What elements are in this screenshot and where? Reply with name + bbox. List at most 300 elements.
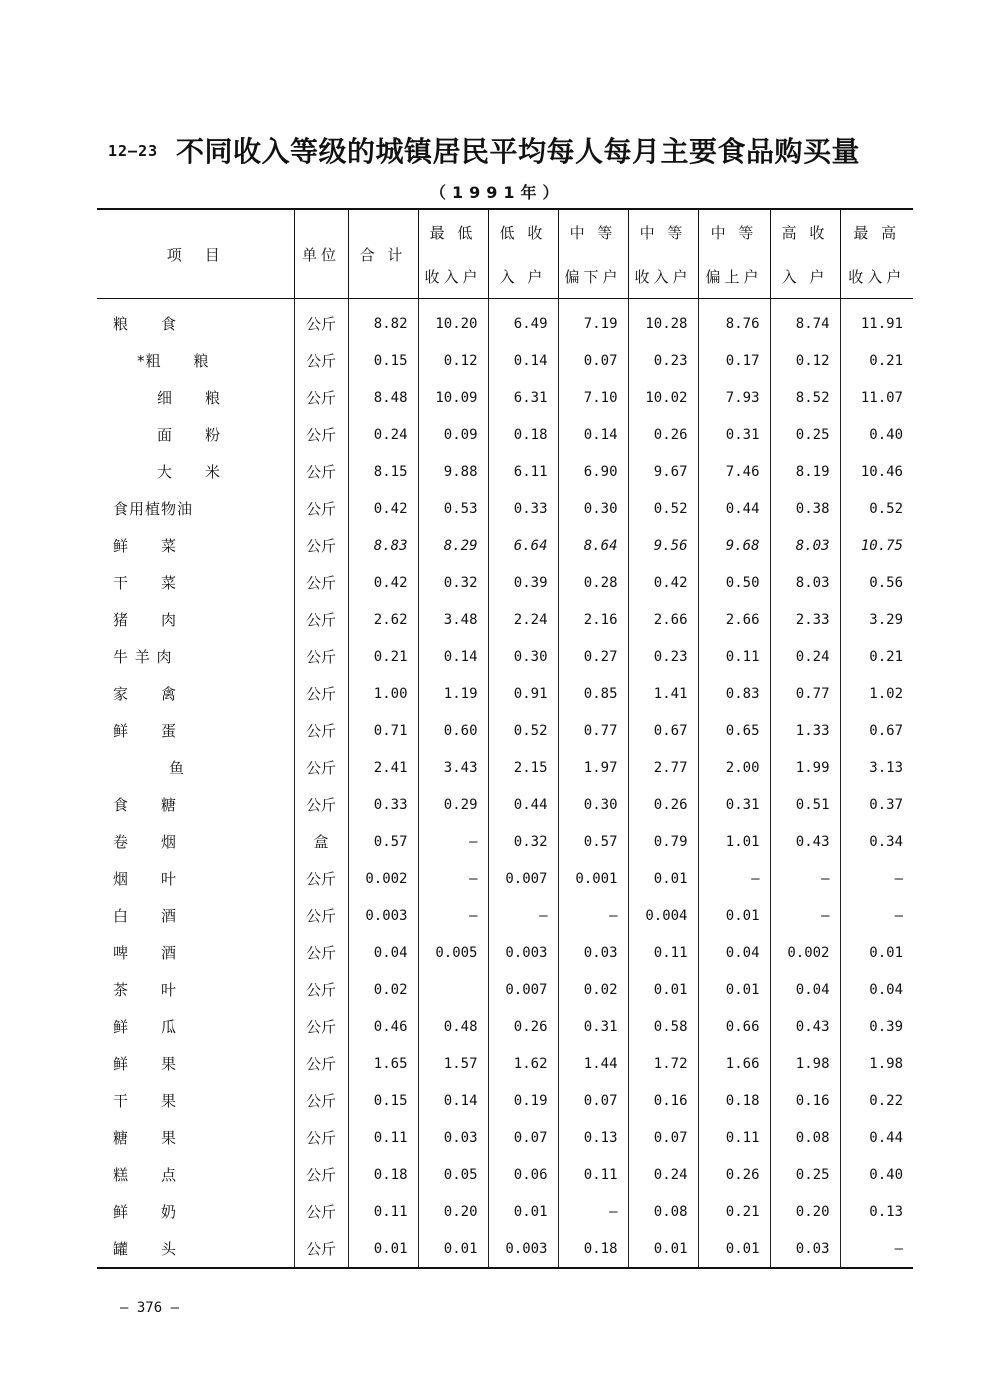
item-name: 白 酒 [113, 907, 178, 925]
value-cell: 0.15 [348, 1082, 418, 1119]
item-name: *粗 粮 [137, 352, 210, 370]
value-cell: 1.97 [558, 749, 628, 786]
value-cell: 0.57 [348, 823, 418, 860]
value-cell: 0.11 [348, 1193, 418, 1230]
item-name: 鲜 奶 [113, 1203, 178, 1221]
value-cell: 0.20 [418, 1193, 488, 1230]
header-row [97, 209, 913, 299]
item-name: 糕 点 [113, 1166, 178, 1184]
value-cell: 1.66 [698, 1045, 770, 1082]
value-cell: 1.01 [698, 823, 770, 860]
table-row [97, 786, 913, 823]
value-cell: 0.01 [698, 1230, 770, 1268]
table-row [97, 1193, 913, 1230]
value-cell: 0.007 [488, 860, 558, 897]
value-cell: 0.11 [628, 934, 698, 971]
column-header [698, 209, 770, 299]
value-cell: 0.52 [488, 712, 558, 749]
value-cell: 0.09 [418, 416, 488, 453]
unit-cell: 公斤 [294, 379, 348, 416]
value-cell: 2.15 [488, 749, 558, 786]
value-cell: 0.14 [418, 638, 488, 675]
table-row [97, 1119, 913, 1156]
food-purchase-table [97, 208, 913, 1269]
item-name: 干 菜 [113, 574, 178, 592]
unit-cell: 公斤 [294, 299, 348, 343]
value-cell: 0.03 [770, 1230, 840, 1268]
item-name: 鱼 [169, 759, 186, 777]
value-cell: 9.56 [628, 527, 698, 564]
value-cell: — [840, 1230, 913, 1268]
value-cell: 2.77 [628, 749, 698, 786]
value-cell: 0.79 [628, 823, 698, 860]
value-cell: 0.30 [558, 786, 628, 823]
value-cell: 1.98 [840, 1045, 913, 1082]
item-name: 面 粉 [157, 426, 222, 444]
column-header-line: 最 低 [429, 223, 477, 242]
value-cell: 8.83 [348, 527, 418, 564]
item-name: 家 禽 [113, 685, 178, 703]
item-name: 鲜 果 [113, 1055, 178, 1073]
value-cell: — [770, 897, 840, 934]
value-cell: 0.04 [840, 971, 913, 1008]
value-cell: 1.98 [770, 1045, 840, 1082]
table-row [97, 601, 913, 638]
value-cell: 1.65 [348, 1045, 418, 1082]
value-cell: — [840, 860, 913, 897]
value-cell: 0.26 [488, 1008, 558, 1045]
unit-cell: 公斤 [294, 1119, 348, 1156]
value-cell: 0.52 [840, 490, 913, 527]
value-cell: 10.75 [840, 527, 913, 564]
value-cell: 0.65 [698, 712, 770, 749]
value-cell: 9.68 [698, 527, 770, 564]
value-cell: 0.01 [628, 860, 698, 897]
value-cell: 0.22 [840, 1082, 913, 1119]
value-cell: 6.31 [488, 379, 558, 416]
unit-cell: 盒 [294, 823, 348, 860]
value-cell: 0.15 [348, 342, 418, 379]
value-cell: 8.74 [770, 299, 840, 343]
value-cell [418, 971, 488, 1008]
value-cell: 2.24 [488, 601, 558, 638]
table-row [97, 1156, 913, 1193]
value-cell: 0.18 [348, 1156, 418, 1193]
value-cell: 0.33 [488, 490, 558, 527]
value-cell: 3.13 [840, 749, 913, 786]
value-cell: 3.29 [840, 601, 913, 638]
value-cell: 0.33 [348, 786, 418, 823]
column-header-line: 中 等 [639, 223, 687, 242]
value-cell: 0.003 [488, 1230, 558, 1268]
value-cell: 0.19 [488, 1082, 558, 1119]
unit-cell: 公斤 [294, 1156, 348, 1193]
value-cell: 8.82 [348, 299, 418, 343]
column-header [628, 209, 698, 299]
table-row [97, 453, 913, 490]
value-cell: 0.83 [698, 675, 770, 712]
unit-cell: 公斤 [294, 1008, 348, 1045]
value-cell: 8.29 [418, 527, 488, 564]
value-cell: 2.66 [698, 601, 770, 638]
value-cell: — [488, 897, 558, 934]
value-cell: 0.23 [628, 638, 698, 675]
value-cell: 9.88 [418, 453, 488, 490]
page-number: — 376 — [120, 1300, 180, 1316]
value-cell: 0.39 [488, 564, 558, 601]
table-row [97, 564, 913, 601]
value-cell: 7.19 [558, 299, 628, 343]
value-cell: 0.04 [348, 934, 418, 971]
value-cell: 0.11 [698, 638, 770, 675]
value-cell: 0.42 [348, 490, 418, 527]
column-header [294, 209, 348, 299]
unit-cell: 公斤 [294, 564, 348, 601]
column-header [97, 209, 294, 299]
unit-cell: 公斤 [294, 860, 348, 897]
value-cell: 10.09 [418, 379, 488, 416]
value-cell: 0.52 [628, 490, 698, 527]
column-header [840, 209, 913, 299]
table-number: 12—23 [108, 142, 159, 160]
table-row [97, 860, 913, 897]
item-name: 食用植物油 [113, 500, 194, 518]
column-header [418, 209, 488, 299]
column-header-line: 收入户 [634, 267, 692, 286]
value-cell: 0.18 [558, 1230, 628, 1268]
value-cell: 1.57 [418, 1045, 488, 1082]
value-cell: 10.20 [418, 299, 488, 343]
value-cell: 2.16 [558, 601, 628, 638]
value-cell: 0.18 [488, 416, 558, 453]
value-cell: 7.10 [558, 379, 628, 416]
table-row [97, 490, 913, 527]
value-cell: 1.33 [770, 712, 840, 749]
column-header [348, 209, 418, 299]
value-cell: 0.01 [488, 1193, 558, 1230]
value-cell: 0.04 [698, 934, 770, 971]
value-cell: 0.44 [488, 786, 558, 823]
value-cell: 0.03 [418, 1119, 488, 1156]
value-cell: 0.12 [418, 342, 488, 379]
value-cell: 0.24 [628, 1156, 698, 1193]
value-cell: 0.06 [488, 1156, 558, 1193]
value-cell: 0.16 [628, 1082, 698, 1119]
value-cell: 0.50 [698, 564, 770, 601]
value-cell: 2.33 [770, 601, 840, 638]
table-row [97, 299, 913, 343]
value-cell: 0.005 [418, 934, 488, 971]
value-cell: 8.48 [348, 379, 418, 416]
column-header-line: 单位 [301, 245, 340, 264]
column-header-line: 高 收 [781, 223, 829, 242]
value-cell: 8.03 [770, 564, 840, 601]
item-name: 鲜 蛋 [113, 722, 178, 740]
value-cell: 1.19 [418, 675, 488, 712]
item-name: 细 粮 [157, 389, 222, 407]
value-cell: 0.28 [558, 564, 628, 601]
value-cell: 6.49 [488, 299, 558, 343]
column-header-line: 低 收 [499, 223, 547, 242]
value-cell: — [558, 1193, 628, 1230]
value-cell: 0.24 [770, 638, 840, 675]
value-cell: 0.007 [488, 971, 558, 1008]
value-cell: 0.004 [628, 897, 698, 934]
table-row [97, 527, 913, 564]
unit-cell: 公斤 [294, 601, 348, 638]
table-row [97, 1008, 913, 1045]
value-cell: 0.08 [770, 1119, 840, 1156]
value-cell: 0.07 [558, 342, 628, 379]
item-name: 鲜 瓜 [113, 1018, 178, 1036]
value-cell: 0.14 [558, 416, 628, 453]
value-cell: 0.17 [698, 342, 770, 379]
value-cell: 0.60 [418, 712, 488, 749]
year-subtitle: （1991年） [430, 183, 565, 202]
value-cell: 0.02 [558, 971, 628, 1008]
value-cell: 0.85 [558, 675, 628, 712]
value-cell: 0.001 [558, 860, 628, 897]
value-cell: 1.99 [770, 749, 840, 786]
unit-cell: 公斤 [294, 934, 348, 971]
value-cell: 3.48 [418, 601, 488, 638]
column-header [558, 209, 628, 299]
value-cell: 0.003 [488, 934, 558, 971]
unit-cell: 公斤 [294, 638, 348, 675]
value-cell: 0.002 [770, 934, 840, 971]
value-cell: 0.27 [558, 638, 628, 675]
value-cell: 8.76 [698, 299, 770, 343]
table-body [97, 299, 913, 1269]
value-cell: — [558, 897, 628, 934]
table-row [97, 749, 913, 786]
value-cell: 3.43 [418, 749, 488, 786]
value-cell: 0.30 [488, 638, 558, 675]
value-cell: 0.29 [418, 786, 488, 823]
value-cell: 0.30 [558, 490, 628, 527]
value-cell: 0.48 [418, 1008, 488, 1045]
value-cell: 10.02 [628, 379, 698, 416]
value-cell: 0.39 [840, 1008, 913, 1045]
value-cell: 0.71 [348, 712, 418, 749]
value-cell: 0.53 [418, 490, 488, 527]
value-cell: 0.31 [558, 1008, 628, 1045]
value-cell: 0.08 [628, 1193, 698, 1230]
unit-cell: 公斤 [294, 749, 348, 786]
unit-cell: 公斤 [294, 1082, 348, 1119]
table-row [97, 1045, 913, 1082]
value-cell: 0.43 [770, 1008, 840, 1045]
value-cell: 0.26 [628, 416, 698, 453]
column-header-line: 最 高 [853, 223, 901, 242]
column-header [488, 209, 558, 299]
value-cell: 0.58 [628, 1008, 698, 1045]
column-header [770, 209, 840, 299]
value-cell: 0.26 [628, 786, 698, 823]
item-name: 鲜 菜 [113, 537, 178, 555]
column-header-line: 入 户 [499, 267, 547, 286]
value-cell: 0.42 [628, 564, 698, 601]
table-row [97, 1230, 913, 1268]
value-cell: 10.46 [840, 453, 913, 490]
value-cell: 0.32 [418, 564, 488, 601]
title-line [108, 130, 908, 170]
value-cell: 0.34 [840, 823, 913, 860]
column-header-line: 收入户 [424, 267, 482, 286]
value-cell: 0.25 [770, 1156, 840, 1193]
value-cell: 0.40 [840, 416, 913, 453]
value-cell: 0.01 [698, 897, 770, 934]
value-cell: 0.14 [418, 1082, 488, 1119]
value-cell: 0.57 [558, 823, 628, 860]
column-header-line: 项 目 [166, 245, 224, 264]
item-name: 粮 食 [113, 315, 178, 333]
item-name: 食 糖 [113, 796, 178, 814]
value-cell: 9.67 [628, 453, 698, 490]
value-cell: 0.12 [770, 342, 840, 379]
value-cell: 0.66 [698, 1008, 770, 1045]
value-cell: 0.11 [558, 1156, 628, 1193]
value-cell: 0.67 [628, 712, 698, 749]
value-cell: 1.44 [558, 1045, 628, 1082]
value-cell: 0.23 [628, 342, 698, 379]
unit-cell: 公斤 [294, 527, 348, 564]
value-cell: 0.14 [488, 342, 558, 379]
value-cell: 0.13 [558, 1119, 628, 1156]
value-cell: 0.42 [348, 564, 418, 601]
item-name: 茶 叶 [113, 981, 178, 999]
value-cell: 0.07 [488, 1119, 558, 1156]
item-name: 啤 酒 [113, 944, 178, 962]
value-cell: 0.46 [348, 1008, 418, 1045]
unit-cell: 公斤 [294, 490, 348, 527]
unit-cell: 公斤 [294, 416, 348, 453]
value-cell: 0.003 [348, 897, 418, 934]
item-name: 干 果 [113, 1092, 178, 1110]
value-cell: 1.00 [348, 675, 418, 712]
value-cell: 0.77 [558, 712, 628, 749]
value-cell: 0.07 [628, 1119, 698, 1156]
value-cell: 0.38 [770, 490, 840, 527]
table-row [97, 897, 913, 934]
value-cell: 7.46 [698, 453, 770, 490]
value-cell: — [698, 860, 770, 897]
value-cell: 0.03 [558, 934, 628, 971]
table-row [97, 712, 913, 749]
table-row [97, 675, 913, 712]
unit-cell: 公斤 [294, 1045, 348, 1082]
item-name: 糖 果 [113, 1129, 178, 1147]
value-cell: 0.04 [770, 971, 840, 1008]
table-row [97, 379, 913, 416]
table-row [97, 1082, 913, 1119]
value-cell: 0.16 [770, 1082, 840, 1119]
value-cell: — [418, 823, 488, 860]
item-name: 牛 羊 肉 [113, 648, 173, 666]
value-cell: 0.77 [770, 675, 840, 712]
value-cell: 0.20 [770, 1193, 840, 1230]
value-cell: 0.01 [628, 971, 698, 1008]
item-name: 罐 头 [97, 1230, 294, 1268]
value-cell: 0.21 [840, 342, 913, 379]
item-name: 卷 烟 [113, 833, 178, 851]
table-row [97, 971, 913, 1008]
value-cell: 0.01 [698, 971, 770, 1008]
value-cell: 0.25 [770, 416, 840, 453]
value-cell: 0.01 [418, 1230, 488, 1268]
item-name: 猪 肉 [113, 611, 178, 629]
value-cell: 11.91 [840, 299, 913, 343]
value-cell: 0.21 [698, 1193, 770, 1230]
value-cell: — [418, 860, 488, 897]
unit-cell: 公斤 [294, 453, 348, 490]
value-cell: 1.41 [628, 675, 698, 712]
unit-cell: 公斤 [294, 1193, 348, 1230]
value-cell: 0.44 [840, 1119, 913, 1156]
table-row [97, 416, 913, 453]
value-cell: 0.44 [698, 490, 770, 527]
column-header-line: 中 等 [569, 223, 617, 242]
value-cell: 0.37 [840, 786, 913, 823]
value-cell: 1.02 [840, 675, 913, 712]
value-cell: 0.11 [348, 1119, 418, 1156]
value-cell: 8.64 [558, 527, 628, 564]
value-cell: 8.52 [770, 379, 840, 416]
value-cell: 7.93 [698, 379, 770, 416]
value-cell: 0.02 [348, 971, 418, 1008]
value-cell: 1.72 [628, 1045, 698, 1082]
unit-cell: 公斤 [294, 675, 348, 712]
value-cell: 0.01 [628, 1230, 698, 1268]
value-cell: 11.07 [840, 379, 913, 416]
value-cell: 0.43 [770, 823, 840, 860]
value-cell: 0.56 [840, 564, 913, 601]
value-cell: — [418, 897, 488, 934]
value-cell: 1.62 [488, 1045, 558, 1082]
value-cell: 2.00 [698, 749, 770, 786]
value-cell: 0.26 [698, 1156, 770, 1193]
value-cell: 0.31 [698, 786, 770, 823]
table-row [97, 934, 913, 971]
unit-cell: 公斤 [294, 786, 348, 823]
column-header-line: 入 户 [781, 267, 829, 286]
value-cell: 0.01 [840, 934, 913, 971]
column-header-line: 收入户 [848, 267, 906, 286]
value-cell: 6.64 [488, 527, 558, 564]
value-cell: 0.05 [418, 1156, 488, 1193]
column-header-line: 中 等 [710, 223, 758, 242]
value-cell: 2.66 [628, 601, 698, 638]
value-cell: 0.002 [348, 860, 418, 897]
value-cell: 0.40 [840, 1156, 913, 1193]
column-header-line: 合 计 [359, 245, 407, 264]
table-row [97, 342, 913, 379]
unit-cell: 公斤 [294, 1230, 348, 1268]
value-cell: 0.21 [840, 638, 913, 675]
unit-cell: 公斤 [294, 897, 348, 934]
unit-cell: 公斤 [294, 342, 348, 379]
value-cell: 0.91 [488, 675, 558, 712]
value-cell: 0.07 [558, 1082, 628, 1119]
value-cell: 0.18 [698, 1082, 770, 1119]
value-cell: — [840, 897, 913, 934]
value-cell: 8.19 [770, 453, 840, 490]
unit-cell: 公斤 [294, 712, 348, 749]
value-cell: 6.11 [488, 453, 558, 490]
value-cell: 0.67 [840, 712, 913, 749]
table-title: 不同收入等级的城镇居民平均每人每月主要食品购买量 [176, 135, 861, 168]
value-cell: 0.24 [348, 416, 418, 453]
